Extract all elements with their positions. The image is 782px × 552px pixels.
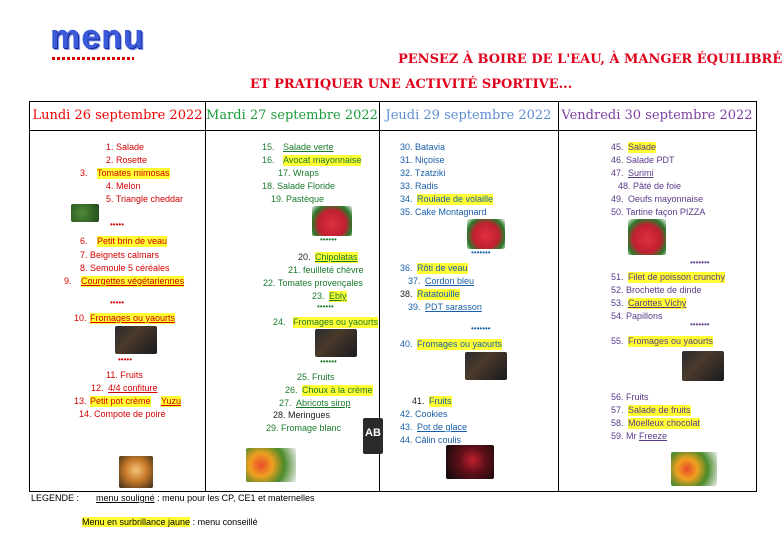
organic-ab-logo: AB	[363, 418, 383, 454]
menu-item: 46. Salade PDT	[611, 155, 675, 165]
menu-item: 53.	[611, 298, 624, 308]
menu-item: 5. Triangle cheddar	[106, 194, 184, 204]
menu-item: 58.	[611, 418, 624, 428]
menu-item-underlined: 4/4 confiture	[108, 383, 158, 393]
menu-item-highlight: Carottes Vichy	[628, 298, 687, 308]
menu-item: 43.	[400, 422, 413, 432]
menu-item: 32. Tzatziki	[400, 168, 446, 178]
menu-item: 4. Melon	[106, 181, 141, 191]
menu-item: 25. Fruits	[297, 372, 335, 382]
menu-item: 34.	[400, 194, 413, 204]
menu-item: 8. Semoule 5 céréales	[80, 263, 170, 273]
menu-item: 19. Pastèque	[271, 194, 325, 204]
column-lundi	[30, 102, 206, 491]
menu-item-highlight: Fromages ou yaourts	[90, 313, 176, 323]
menu-item-highlight: Avocat mayonnaise	[283, 155, 362, 165]
watermelon-image	[467, 219, 505, 249]
menu-item: 18. Salade Floride	[262, 181, 336, 191]
fruits-image	[671, 452, 717, 486]
cheese-image	[315, 329, 357, 357]
menu-item: 50. Tartine façon PIZZA	[611, 207, 706, 217]
menu-item-highlight: Fromages ou yaourts	[417, 339, 503, 349]
menu-item: 38.	[400, 289, 413, 299]
menu-item: 28. Meringues	[273, 410, 331, 420]
separator-dots: •••••	[110, 298, 125, 307]
legend-highlight-key: Menu en surbrillance jaune	[82, 517, 191, 527]
menu-item: 40.	[400, 339, 413, 349]
menu-item: 13.	[74, 396, 87, 406]
menu-item: 37.	[408, 276, 421, 286]
watermelon-image	[312, 206, 352, 236]
menu-logo-underline	[52, 57, 134, 60]
menu-item: 42. Cookies	[400, 409, 448, 419]
menu-item: 10.	[74, 313, 87, 323]
menu-item-highlight: Ebly	[329, 291, 347, 301]
menu-item: 54. Papillons	[611, 311, 663, 321]
menu-item-highlight: Ratatouille	[417, 289, 460, 299]
salad-image	[71, 204, 99, 222]
menu-item-underlined: PDT sarasson	[425, 302, 482, 312]
menu-item: 17. Wraps	[278, 168, 319, 178]
menu-item: 45.	[611, 142, 624, 152]
menu-item: 29. Fromage blanc	[266, 423, 342, 433]
column-jeudi	[379, 102, 559, 491]
column-vendredi	[558, 102, 756, 491]
menu-item-highlight: Tomates mimosas	[97, 168, 170, 178]
day-header-lundi: Lundi 26 septembre 2022	[30, 102, 205, 131]
menu-item: 55.	[611, 336, 624, 346]
separator-dots: •••••	[110, 220, 125, 229]
separator-dots: •••••	[118, 355, 133, 364]
legend-label: LEGENDE :	[31, 493, 80, 503]
menu-item: 56. Fruits	[611, 392, 649, 402]
menu-item: 14. Compote de poire	[79, 409, 166, 419]
menu-item-underlined: Cordon bleu	[425, 276, 475, 286]
separator-dots: •••••••	[471, 324, 491, 333]
menu-item-highlight: Salade de fruits	[628, 405, 691, 415]
cheese-image	[465, 352, 507, 380]
menu-item: 23.	[312, 291, 325, 301]
menu-item: 30. Batavia	[400, 142, 446, 152]
fruits-image	[246, 448, 296, 482]
separator-dots: •••••••	[690, 258, 710, 267]
separator-dots: ••••••	[320, 357, 337, 366]
menu-item: 36.	[400, 263, 413, 273]
menu-item-underlined: Freeze	[639, 431, 668, 441]
menu-item: 35. Cake Montagnard	[400, 207, 487, 217]
menu-item: 52. Brochette de dinde	[611, 285, 702, 295]
menu-item: 6.	[80, 236, 88, 246]
menu-item-highlight: Rôti de veau	[417, 263, 468, 273]
legend-underline-text: : menu pour les CP, CE1 et maternelles	[154, 493, 315, 503]
separator-dots: ••••••	[320, 235, 337, 244]
menu-item-highlight: Fromages ou yaourts	[293, 317, 379, 327]
menu-item-highlight: Filet de poisson crunchy	[628, 272, 726, 282]
legend-highlight-text: : menu conseillé	[190, 517, 258, 527]
menu-item: 41.	[412, 396, 425, 406]
separator-dots: •••••••	[690, 320, 710, 329]
menu-item-highlight: Petit brin de veau	[97, 236, 168, 246]
menu-logo: menu	[50, 18, 145, 56]
menu-item-highlight: Fromages ou yaourts	[628, 336, 714, 346]
dessert-image	[119, 456, 153, 488]
menu-item-underlined: Abricots sirop	[296, 398, 351, 408]
menu-item-highlight: Courgettes végétariennes	[81, 276, 185, 286]
menu-item: 7. Beignets calmars	[80, 250, 160, 260]
menu-item: 57.	[611, 405, 624, 415]
menu-item-underlined: Surimi	[628, 168, 654, 178]
column-mardi	[205, 102, 380, 491]
dessert-image	[446, 445, 494, 479]
day-header-vendredi: Vendredi 30 septembre 2022	[558, 102, 756, 131]
legend-underline	[31, 493, 315, 503]
menu-item: 1. Salade	[106, 142, 145, 152]
menu-item: 2. Rosette	[106, 155, 148, 165]
day-header-mardi: Mardi 27 septembre 2022	[205, 102, 379, 131]
menu-item-highlight: Fruits	[429, 396, 452, 406]
menu-item: 27.	[279, 398, 292, 408]
legend-highlight	[82, 517, 258, 527]
menu-item: 20.	[298, 252, 311, 262]
menu-item: 9.	[64, 276, 72, 286]
menu-item: 33. Radis	[400, 181, 439, 191]
menu-item: 11. Fruits	[106, 370, 143, 380]
menu-item: 15.	[262, 142, 275, 152]
menu-item: 48. Pâté de foie	[618, 181, 682, 191]
menu-item-highlight: Chipolatas	[315, 252, 358, 262]
menu-item: 59. Mr	[611, 431, 637, 441]
menu-item-highlight: Salade	[628, 142, 657, 152]
cheese-image	[115, 326, 157, 354]
menu-item: 44. Câlin coulis	[400, 435, 462, 445]
menu-item-underlined: Pot de glace	[417, 422, 468, 432]
separator-dots: •••••••	[471, 248, 491, 257]
menu-item: 16.	[262, 155, 275, 165]
menu-item: 22. Tomates provençales	[263, 278, 363, 288]
menu-item: 51.	[611, 272, 624, 282]
cheese-image	[682, 351, 724, 381]
menu-item: 26.	[285, 385, 298, 395]
menu-item: 12.	[91, 383, 104, 393]
menu-item: 49.	[611, 194, 624, 204]
watermelon-image	[628, 219, 666, 255]
menu-item-highlight: Roulade de volaille	[417, 194, 494, 204]
menu-item-highlight: Petit pot crème	[90, 396, 151, 406]
day-header-jeudi: Jeudi 29 septembre 2022	[379, 102, 558, 131]
menu-item-underlined: Salade verte	[283, 142, 334, 152]
menu-item: 39.	[408, 302, 421, 312]
menu-item-highlight: Moelleux chocolat	[628, 418, 701, 428]
menu-item: 21. feuilleté chèvre	[288, 265, 364, 275]
menu-item: 47.	[611, 168, 624, 178]
menu-table	[29, 101, 757, 492]
menu-item-highlight: Choux à la crème	[302, 385, 373, 395]
menu-item: 31. Niçoise	[400, 155, 445, 165]
separator-dots: ••••••	[317, 302, 334, 311]
legend-underline-key: menu souligné	[96, 493, 155, 503]
header-line-1: PENSEZ À BOIRE DE L'EAU, À MANGER ÉQUILIBRÉ	[398, 52, 782, 67]
menu-item: 3.	[80, 168, 88, 178]
menu-item: 24.	[273, 317, 286, 327]
menu-item: Oeufs mayonnaise	[628, 194, 704, 204]
header-line-2: ET PRATIQUER UNE ACTIVITÉ SPORTIVE...	[250, 77, 573, 92]
menu-item-highlight: Yuzu	[161, 396, 182, 406]
